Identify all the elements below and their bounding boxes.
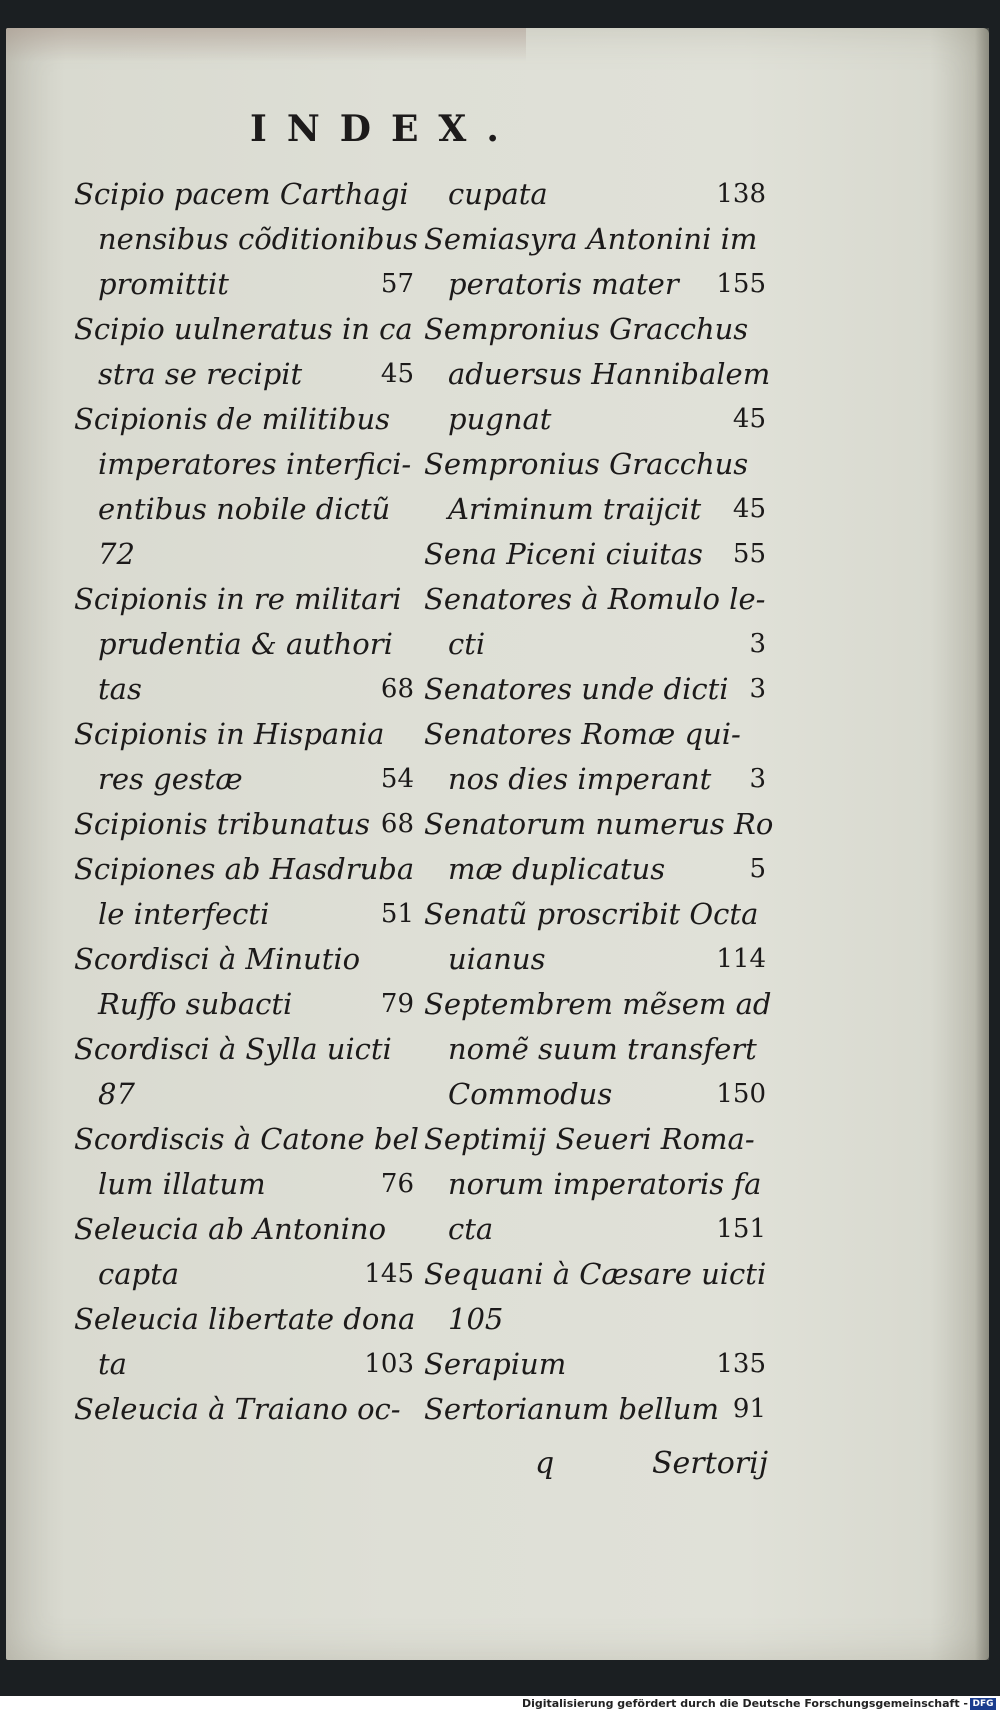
index-entry-page-number: 3 [749, 629, 766, 659]
index-entry-page-number: 55 [732, 539, 766, 569]
index-entry-line [424, 937, 766, 982]
index-entry-line [424, 1252, 766, 1297]
index-entry-text: prudentia & authori [98, 627, 393, 661]
index-entry-line [424, 1162, 766, 1207]
index-entry-line [424, 1027, 766, 1072]
running-head: INDEX. [250, 108, 519, 150]
index-entry-line [424, 577, 766, 622]
funding-credit: Digitalisierung gefördert durch die Deutsche Forschungsgemeinschaft - [521, 1697, 968, 1710]
index-entry-line [74, 1027, 414, 1072]
index-entry-text: Scordisci à Sylla uicti [74, 1032, 392, 1066]
index-entry-page-number: 45 [380, 359, 414, 389]
index-entry-text: 87 [98, 1077, 135, 1111]
index-entry-text: capta [98, 1257, 180, 1291]
index-entry-line [424, 667, 766, 712]
index-entry-text: Scordisci à Minutio [74, 942, 361, 976]
index-entry-text: imperatores interfici- [98, 447, 412, 481]
index-entry-line [424, 1207, 766, 1252]
index-entry-text: Sempronius Gracchus [424, 312, 749, 346]
dfg-logo-icon: DFG [970, 1698, 996, 1710]
index-entry-text: Sertorianum bellum [424, 1392, 719, 1426]
index-entry-page-number: 76 [380, 1169, 414, 1199]
index-entry-line [74, 892, 414, 937]
index-entry-line [74, 937, 414, 982]
index-entry-text: Senatores unde dicti [424, 672, 729, 706]
index-entry-line [424, 487, 766, 532]
index-entry-line [74, 847, 414, 892]
index-entry-line [74, 577, 414, 622]
index-entry-text: lum illatum [98, 1167, 266, 1201]
index-entry-line [74, 262, 414, 307]
index-entry-text: Seleucia libertate dona [74, 1302, 416, 1336]
index-entry-line [424, 622, 766, 667]
index-entry-line [424, 1342, 766, 1387]
index-entry-text: nensibus cõditionibus [98, 222, 419, 256]
index-entry-line [74, 217, 419, 262]
index-entry-text: Seleucia à Traiano oc- [74, 1392, 401, 1426]
index-entry-text: Scipio uulneratus in ca [74, 312, 413, 346]
index-entry-text: Senatores Romæ qui- [424, 717, 741, 751]
index-entry-text: Seleucia ab Antonino [74, 1212, 387, 1246]
index-entry-text: entibus nobile dictũ [98, 492, 391, 526]
index-entry-text: Scipionis tribunatus [74, 807, 370, 841]
index-entry-text: pugnat [448, 402, 552, 436]
index-entry-text: Scordiscis à Catone bel [74, 1122, 419, 1156]
index-entry-text: uianus [448, 942, 546, 976]
index-entry-text: Senatores à Romulo le- [424, 582, 766, 616]
index-entry-line [74, 622, 414, 667]
index-entry-page-number: 91 [732, 1394, 766, 1424]
index-entry-text: le interfecti [98, 897, 270, 931]
index-entry-page-number: 45 [732, 494, 766, 524]
page-stain [6, 28, 526, 62]
index-entry-line [74, 442, 414, 487]
index-entry-text: Ariminum traijcit [448, 492, 702, 526]
index-entry-page-number: 54 [380, 764, 414, 794]
index-entry-line [74, 487, 414, 532]
index-entry-page-number: 145 [364, 1259, 414, 1289]
index-entry-text: nomẽ suum transfert [448, 1032, 757, 1066]
index-entry-page-number: 3 [749, 764, 766, 794]
index-entry-text: Scipio pacem Carthagi [74, 177, 409, 211]
index-entry-page-number: 45 [732, 404, 766, 434]
index-entry-text: stra se recipit [98, 357, 303, 391]
index-entry-line [74, 397, 414, 442]
index-entry-line [74, 667, 414, 712]
index-entry-line [74, 757, 414, 802]
index-entry-line [74, 1297, 414, 1342]
index-entry-line [424, 982, 772, 1027]
index-entry-text: Senatorum numerus Ro [424, 807, 774, 841]
index-entry-line [424, 262, 766, 307]
index-entry-line [424, 397, 766, 442]
index-entry-text: Septimij Seueri Roma- [424, 1122, 755, 1156]
index-entry-text: Septembrem mẽsem ad [424, 987, 772, 1021]
index-entry-line [424, 1072, 766, 1117]
page-edge [975, 28, 989, 1660]
index-entry-line [74, 1117, 419, 1162]
index-entry-line [74, 307, 414, 352]
index-entry-text: Scipiones ab Hasdruba [74, 852, 415, 886]
index-entry-text: 105 [448, 1302, 504, 1336]
index-entry-line [424, 847, 766, 892]
index-entry-text: res gestæ [98, 762, 243, 796]
index-entry-page-number: 79 [380, 989, 414, 1019]
index-entry-text: Ruffo subacti [98, 987, 293, 1021]
index-entry-page-number: 151 [716, 1214, 766, 1244]
index-entry-line [424, 892, 766, 937]
index-entry-page-number: 51 [380, 899, 414, 929]
index-entry-text: tas [98, 672, 142, 706]
index-entry-text: Serapium [424, 1347, 567, 1381]
index-entry-line [74, 172, 414, 217]
index-entry-text: norum imperatoris fa [448, 1167, 762, 1201]
index-entry-text: Scipionis de militibus [74, 402, 391, 436]
index-entry-text: cta [448, 1212, 494, 1246]
index-entry-line [424, 712, 766, 757]
index-entry-text: Commodus [448, 1077, 613, 1111]
index-entry-line [74, 802, 414, 847]
index-entry-line [424, 442, 766, 487]
index-entry-text: aduersus Hannibalem [448, 357, 771, 391]
index-entry-page-number: 114 [716, 944, 766, 974]
index-entry-page-number: 155 [716, 269, 766, 299]
index-entry-line [424, 217, 766, 262]
index-entry-line [424, 1117, 766, 1162]
index-entry-text: Scipionis in re militari [74, 582, 402, 616]
signature-mark: q [535, 1446, 555, 1481]
index-entry-line [424, 307, 766, 352]
index-entry-line [424, 1387, 766, 1432]
index-entry-line [74, 982, 414, 1027]
index-entry-page-number: 68 [380, 809, 414, 839]
index-entry-line [74, 352, 414, 397]
index-entry-line [424, 352, 771, 397]
index-entry-line [424, 802, 774, 847]
index-entry-line [74, 1162, 414, 1207]
index-entry-text: promittit [98, 267, 229, 301]
index-entry-line [74, 1207, 414, 1252]
index-entry-text: Semiasyra Antonini im [424, 222, 758, 256]
index-entry-page-number: 5 [749, 854, 766, 884]
index-entry-line [74, 1252, 414, 1297]
catchword: Sertorij [652, 1446, 769, 1481]
index-column-left [74, 172, 419, 1432]
index-entry-text: 72 [98, 537, 135, 571]
index-entry-text: nos dies imperant [448, 762, 712, 796]
index-entry-text: cupata [448, 177, 548, 211]
index-entry-text: Sempronius Gracchus [424, 447, 749, 481]
index-entry-page-number: 103 [364, 1349, 414, 1379]
index-entry-page-number: 57 [380, 269, 414, 299]
index-entry-line [74, 712, 414, 757]
index-entry-text: peratoris mater [448, 267, 679, 301]
index-entry-page-number: 3 [749, 674, 766, 704]
index-entry-text: Senatũ proscribit Octa [424, 897, 759, 931]
index-entry-line [424, 172, 766, 217]
index-entry-page-number: 68 [380, 674, 414, 704]
index-entry-line [74, 1387, 414, 1432]
index-entry-line [424, 757, 766, 802]
index-entry-line [74, 1072, 414, 1117]
index-entry-text: Sequani à Cæsare uicti [424, 1257, 767, 1291]
index-entry-text: mæ duplicatus [448, 852, 666, 886]
index-entry-text: cti [448, 627, 486, 661]
index-entry-page-number: 138 [716, 179, 766, 209]
index-entry-line [424, 1297, 766, 1342]
index-entry-text: Scipionis in Hispania [74, 717, 385, 751]
index-entry-page-number: 135 [716, 1349, 766, 1379]
index-column-right [424, 172, 774, 1432]
index-entry-text: Sena Piceni ciuitas [424, 537, 703, 571]
index-entry-line [424, 532, 766, 577]
index-entry-line [74, 532, 414, 577]
index-entry-line [74, 1342, 414, 1387]
index-entry-page-number: 150 [716, 1079, 766, 1109]
index-entry-text: ta [98, 1347, 127, 1381]
